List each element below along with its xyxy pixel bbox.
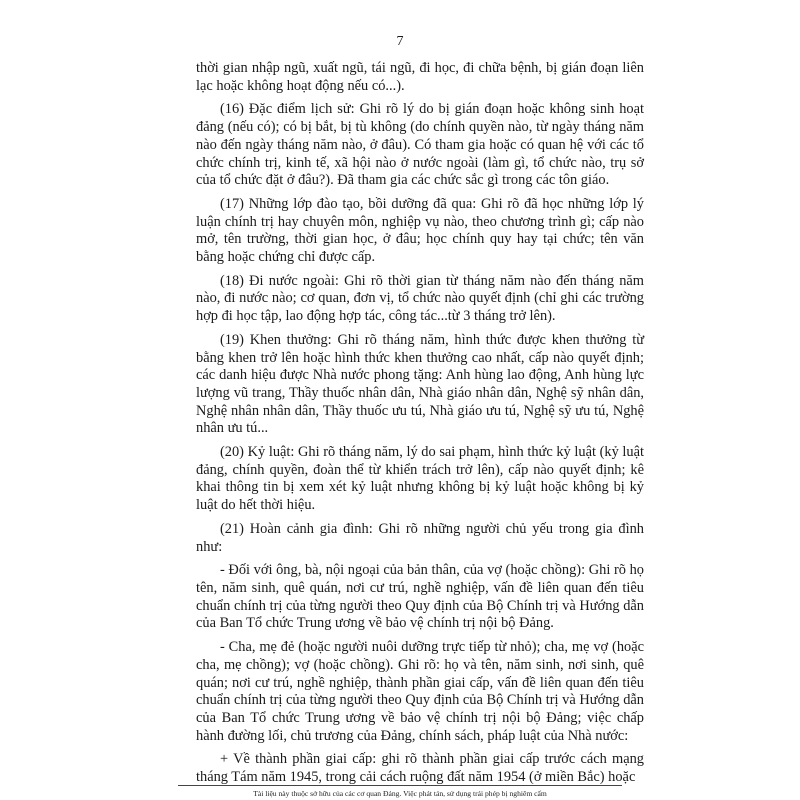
paragraph-20-discipline: (20) Kỷ luật: Ghi rõ tháng năm, lý do sai phạm, hình thức kỷ luật (kỷ luật đảng, chính quyền, đoàn thể từ khiển trách trở lên), cấp nào quyết định; kê khai thông tin bị xem xét kỷ luật nhưng không bị kỷ luật hoặc không bị kỷ luật do hết thời hiệu. [196, 444, 644, 514]
paragraph-16-historical-features: (16) Đặc điểm lịch sử: Ghi rõ lý do bị gián đoạn hoặc không sinh hoạt đảng (nếu có); có bị bắt, bị tù không (do chính quyền nào, từ ngày tháng năm nào đến ngày tháng năm nào, ở đâu). Có tham gia hoặc có quan hệ với các tổ chức chính trị, kinh tế, xã hội nào ở nước ngoài (làm gì, tổ chức nào, trụ sở của tổ chức đặt ở đâu?). Đã tham gia các chức sắc gì trong các tôn giáo. [196, 101, 644, 189]
paragraph-18-overseas-travel: (18) Đi nước ngoài: Ghi rõ thời gian từ tháng năm nào đến tháng năm nào, đi nước nào; cơ quan, đơn vị, tổ chức nào quyết định (chỉ ghi các trường hợp đi học tập, lao động hợp tác, công tác...từ 3 tháng trở lên). [196, 272, 644, 325]
paragraph-parents-spouse: - Cha, mẹ đẻ (hoặc người nuôi dưỡng trực tiếp từ nhỏ); cha, mẹ vợ (hoặc cha, mẹ chồng); vợ (hoặc chồng). Ghi rõ: họ và tên, năm sinh, nơi sinh, quê quán; nơi cư trú, nghề nghiệp, thành phần giai cấp, vấn đề liên quan đến tiêu chuẩn chính trị của từng người theo Quy định của Bộ Chính trị và Hướng dẫn của Ban Tổ chức Trung ương về bảo vệ chính trị nội bộ Đảng; việc chấp hành đường lối, chủ trương của Đảng, chính sách, pháp luật của Nhà nước: [196, 639, 644, 744]
paragraph-19-rewards: (19) Khen thưởng: Ghi rõ tháng năm, hình thức được khen thưởng từ bằng khen trở lên hoặc hình thức khen thưởng cao nhất, cấp nào quyết định; các danh hiệu được Nhà nước phong tặng: Anh hùng lao động, Anh hùng lực lượng vũ trang, Thầy thuốc nhân dân, Nhà giáo nhân dân, Nghệ sỹ nhân dân, Nghệ nhân nhân dân, Thầy thuốc ưu tú, Nhà giáo ưu tú, Nghệ sỹ ưu tú, Nghệ nhân ưu tú... [196, 331, 644, 437]
page-number: 7 [396, 34, 404, 49]
footer-divider [178, 785, 622, 786]
page-body [196, 60, 644, 793]
footer-notice: Tài liệu này thuộc sở hữu của các cơ quan Đảng. Việc phát tán, sử dụng trái phép bị nghiêm cấm [253, 789, 547, 798]
paragraph-17-training-courses: (17) Những lớp đào tạo, bồi dưỡng đã qua: Ghi rõ đã học những lớp lý luận chính trị hay chuyên môn, nghiệp vụ nào, theo chương trình gì; cấp nào mở, tên trường, thời gian học, ở đâu; học chính quy hay tại chức; tên văn bằng hoặc chứng chỉ được cấp. [196, 195, 644, 266]
paragraph-continued: thời gian nhập ngũ, xuất ngũ, tái ngũ, đi học, đi chữa bệnh, bị gián đoạn liên lạc hoặc không hoạt động nếu có...). [196, 60, 644, 94]
paragraph-grandparents: - Đối với ông, bà, nội ngoại của bản thân, của vợ (hoặc chồng): Ghi rõ họ tên, năm sinh, quê quán, nơi cư trú, nghề nghiệp, vấn đề liên quan đến tiêu chuẩn chính trị của từng người theo Quy định của Bộ Chính trị và Hướng dẫn của Ban Tổ chức Trung ương về bảo vệ chính trị nội bộ Đảng. [196, 562, 644, 632]
paragraph-21-family-circumstances: (21) Hoàn cảnh gia đình: Ghi rõ những người chủ yếu trong gia đình như: [196, 520, 644, 555]
paragraph-social-class: + Về thành phần giai cấp: ghi rõ thành phần giai cấp trước cách mạng tháng Tám năm 1945, trong cải cách ruộng đất năm 1954 (ở miền Bắc) hoặc [196, 751, 644, 786]
